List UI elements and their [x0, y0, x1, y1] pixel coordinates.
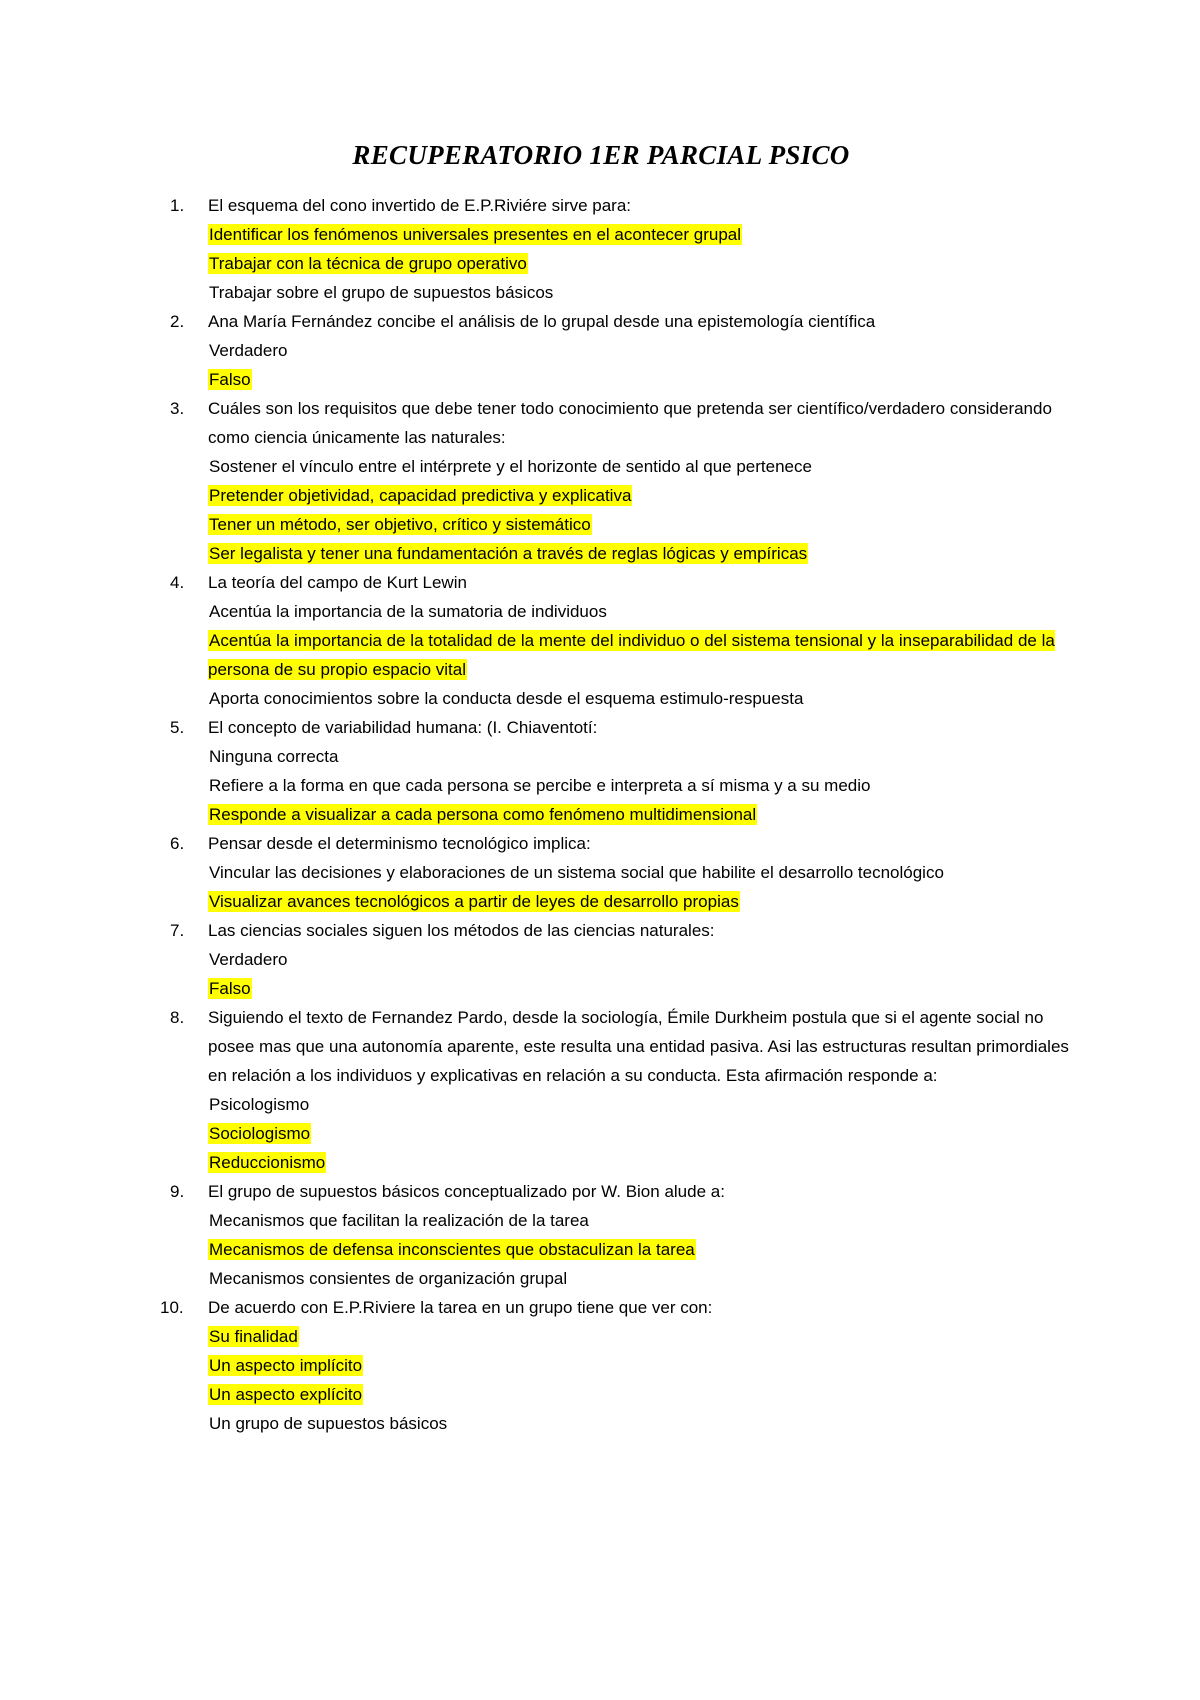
question-number: 5.: [170, 718, 185, 737]
answer-option-text: Mecanismos de defensa inconscientes que obstaculizan la tarea: [209, 1240, 695, 1259]
document-title: RECUPERATORIO 1ER PARCIAL PSICO: [352, 140, 850, 170]
question-text: El esquema del cono invertido de E.P.Riviére sirve para:: [208, 196, 632, 215]
answer-option: [208, 1206, 1080, 1235]
question-number: 7.: [170, 921, 185, 940]
answer-options: [208, 858, 1080, 916]
answer-option-text: Vincular las decisiones y elaboraciones de un sistema social que habilite el desarrollo tecnológico: [209, 863, 944, 882]
answer-option: [208, 336, 1080, 365]
question-item: [170, 1177, 1080, 1293]
answer-option-text: Falso: [209, 979, 251, 998]
answer-option-text: Sociologismo: [209, 1124, 311, 1143]
answer-options: [208, 1206, 1080, 1293]
answer-option: [208, 684, 1080, 713]
answer-option-text: Sostener el vínculo entre el intérprete y el horizonte de sentido al que pertenece: [209, 457, 812, 476]
answer-option-highlighted: [208, 220, 1080, 249]
question-text: El grupo de supuestos básicos conceptualizado por W. Bion alude a:: [208, 1182, 725, 1201]
answer-option: [208, 1264, 1080, 1293]
answer-option-text: Falso: [209, 370, 251, 389]
question-list: [160, 191, 1080, 1438]
answer-options: [208, 452, 1080, 568]
answer-option-text: Acentúa la importancia de la sumatoria de individuos: [209, 602, 607, 621]
question-text: El concepto de variabilidad humana: (I. Chiaventotí:: [208, 718, 598, 737]
question-text: Ana María Fernández concibe el análisis de lo grupal desde una epistemología científica: [208, 312, 876, 331]
answer-option-text: Psicologismo: [209, 1095, 310, 1114]
answer-option-highlighted: [208, 510, 1080, 539]
answer-options: [208, 945, 1080, 1003]
question-text: La teoría del campo de Kurt Lewin: [208, 573, 467, 592]
answer-option: [208, 1409, 1080, 1438]
question-item: [170, 916, 1080, 1003]
answer-option-text: Mecanismos consientes de organización grupal: [209, 1269, 568, 1288]
question-text: Cuáles son los requisitos que debe tener todo conocimiento que pretenda ser científico/verdadero considerando como ciencia únicamente las naturales:: [208, 399, 1052, 447]
answer-option-highlighted: [208, 800, 1080, 829]
answer-option-text: Pretender objetividad, capacidad predictiva y explicativa: [209, 486, 632, 505]
answer-option: [208, 1090, 1080, 1119]
answer-option-text: Un aspecto implícito: [209, 1356, 363, 1375]
answer-option-text: Visualizar avances tecnológicos a partir de leyes de desarrollo propias: [209, 892, 739, 911]
answer-option-text: Refiere a la forma en que cada persona se percibe e interpreta a sí misma y a su medio: [209, 776, 871, 795]
answer-option-text: Acentúa la importancia de la totalidad de la mente del individuo o del sistema tensional y la inseparabilidad de la persona de su propio espacio vital: [208, 631, 1055, 679]
question-item: [170, 1003, 1080, 1177]
answer-option-text: Verdadero: [209, 950, 288, 969]
question-item: [170, 191, 1080, 307]
question-item: [170, 394, 1080, 568]
answer-options: [208, 1090, 1080, 1177]
answer-option-text: Aporta conocimientos sobre la conducta desde el esquema estimulo-respuesta: [209, 689, 804, 708]
answer-option-highlighted: [208, 887, 1080, 916]
question-text: De acuerdo con E.P.Riviere la tarea en un grupo tiene que ver con:: [208, 1298, 713, 1317]
answer-option-text: Un grupo de supuestos básicos: [209, 1414, 448, 1433]
answer-option: [208, 742, 1080, 771]
answer-options: [208, 1322, 1080, 1438]
question-text: Las ciencias sociales siguen los métodos de las ciencias naturales:: [208, 921, 715, 940]
question-item: [170, 713, 1080, 829]
answer-option-highlighted: [208, 1351, 1080, 1380]
question-number: 1.: [170, 196, 185, 215]
answer-options: [208, 742, 1080, 829]
question-number: 9.: [170, 1182, 185, 1201]
answer-option-text: Trabajar sobre el grupo de supuestos básicos: [209, 283, 554, 302]
answer-option-text: Ser legalista y tener una fundamentación a través de reglas lógicas y empíricas: [209, 544, 808, 563]
answer-option-highlighted: [208, 626, 1080, 684]
answer-option: [208, 452, 1080, 481]
answer-option: [208, 597, 1080, 626]
answer-option-text: Trabajar con la técnica de grupo operativo: [209, 254, 527, 273]
answer-option-highlighted: [208, 1322, 1080, 1351]
answer-options: [208, 220, 1080, 307]
answer-option-text: Verdadero: [209, 341, 288, 360]
answer-option-highlighted: [208, 1148, 1080, 1177]
question-text: Pensar desde el determinismo tecnológico implica:: [208, 834, 591, 853]
answer-option-text: Identificar los fenómenos universales presentes en el acontecer grupal: [209, 225, 742, 244]
answer-option-highlighted: [208, 1380, 1080, 1409]
answer-option-text: Reduccionismo: [209, 1153, 326, 1172]
answer-option-highlighted: [208, 481, 1080, 510]
question-number: 2.: [170, 312, 185, 331]
answer-options: [208, 336, 1080, 394]
answer-option-highlighted: [208, 539, 1080, 568]
answer-option-text: Un aspecto explícito: [209, 1385, 363, 1404]
answer-option-text: Su finalidad: [209, 1327, 298, 1346]
answer-option: [208, 278, 1080, 307]
answer-option-highlighted: [208, 1119, 1080, 1148]
answer-option-highlighted: [208, 365, 1080, 394]
answer-option-text: Ninguna correcta: [209, 747, 339, 766]
answer-option-text: Tener un método, ser objetivo, crítico y sistemático: [209, 515, 591, 534]
question-number: 3.: [170, 399, 185, 418]
answer-option: [208, 771, 1080, 800]
answer-option: [208, 945, 1080, 974]
question-number: 10.: [160, 1298, 184, 1317]
question-number: 4.: [170, 573, 185, 592]
answer-options: [208, 597, 1080, 713]
question-item: [170, 307, 1080, 394]
answer-option: [208, 858, 1080, 887]
question-item: [170, 829, 1080, 916]
question-item: [170, 568, 1080, 713]
answer-option-text: Responde a visualizar a cada persona como fenómeno multidimensional: [209, 805, 757, 824]
question-number: 8.: [170, 1008, 185, 1027]
question-text: Siguiendo el texto de Fernandez Pardo, desde la sociología, Émile Durkheim postula que si el agente social no posee mas que una autonomía aparente, este resulta una entidad pasiva. Asi las estructuras resultan primordiales en relación a los individuos y explicativas en relación a su conducta. Esta afirmación responde a:: [208, 1008, 1069, 1085]
answer-option-text: Mecanismos que facilitan la realización de la tarea: [209, 1211, 589, 1230]
question-item: [160, 1293, 1080, 1438]
answer-option-highlighted: [208, 1235, 1080, 1264]
answer-option-highlighted: [208, 249, 1080, 278]
answer-option-highlighted: [208, 974, 1080, 1003]
question-number: 6.: [170, 834, 185, 853]
